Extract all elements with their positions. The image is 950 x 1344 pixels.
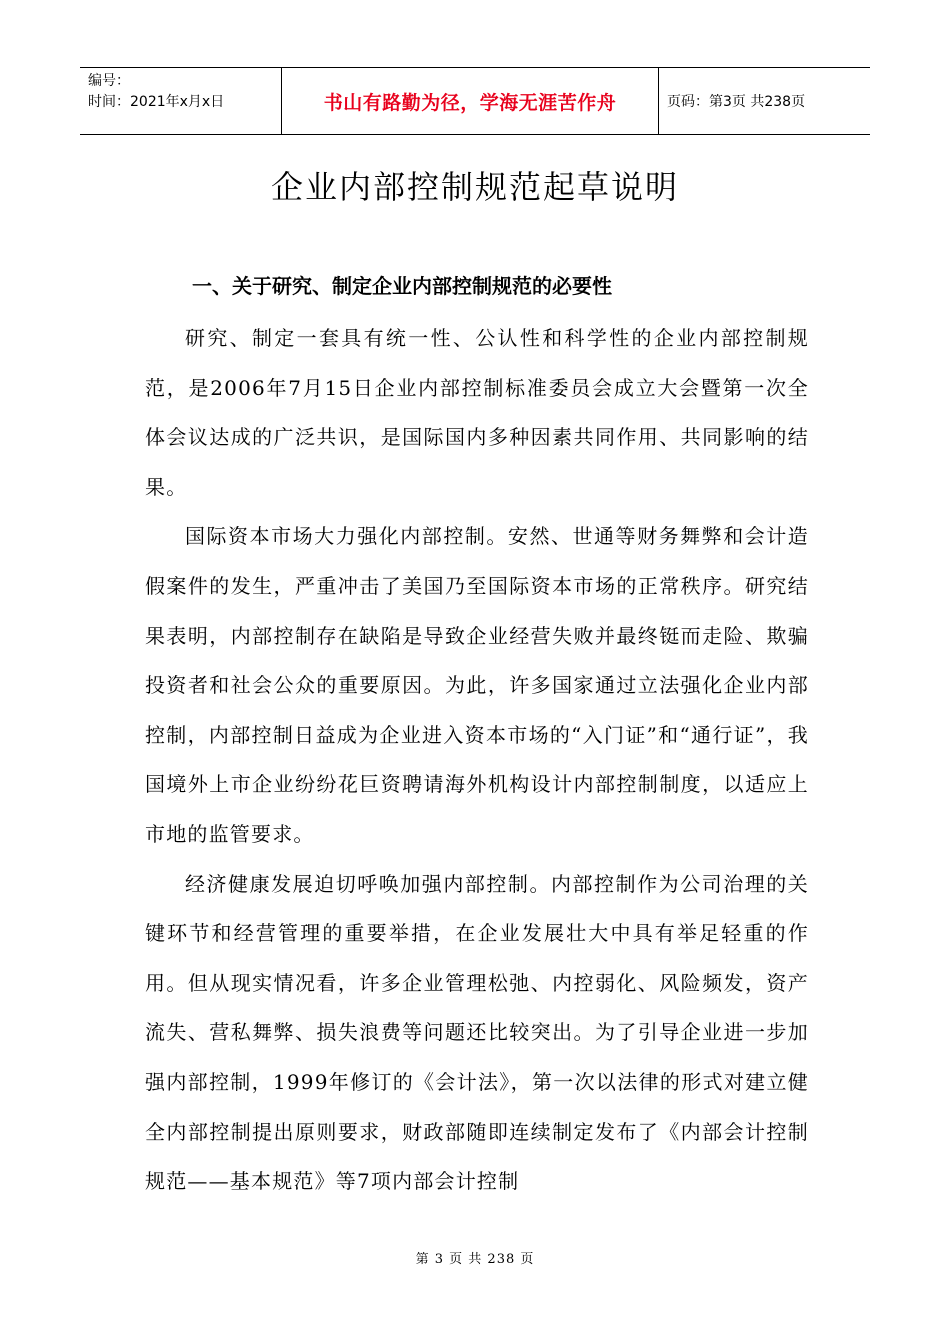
header-motto-cell <box>282 68 659 134</box>
header-motto: 书山有路勤为径，学海无涯苦作舟 <box>323 91 617 114</box>
document-number-label: 编号： <box>88 73 130 89</box>
body-paragraph: 研究、制定一套具有统一性、公认性和科学性的企业内部控制规范，是2006年7月15日企业内部控制标准委员会成立大会暨第一次全体会议达成的广泛共识，是国际国内多种因素共同作用、共同影响的结果。 <box>145 326 809 499</box>
section-heading: 一、关于研究、制定企业内部控制规范的必要性 <box>192 274 612 298</box>
page-header <box>80 67 870 135</box>
body-paragraph: 国际资本市场大力强化内部控制。安然、世通等财务舞弊和会计造假案件的发生，严重冲击了美国乃至国际资本市场的正常秩序。研究结果表明，内部控制存在缺陷是导致企业经营失败并最终铤而走险、欺骗投资者和社会公众的重要原因。为此，许多国家通过立法强化企业内部控制，内部控制日益成为企业进入资本市场的“入门证”和“通行证”，我国境外上市企业纷纷花巨资聘请海外机构设计内部控制制度，以适应上市地的监管要求。 <box>145 524 809 846</box>
page-footer: 第 3 页 共 238 页 <box>415 1252 535 1267</box>
document-date-label: 时间：2021年x月x日 <box>88 94 225 110</box>
body-paragraph: 经济健康发展迫切呼唤加强内部控制。内部控制作为公司治理的关键环节和经营管理的重要举措，在企业发展壮大中具有举足轻重的作用。但从现实情况看，许多企业管理松弛、内控弱化、风险频发，资产流失、营私舞弊、损失浪费等问题还比较突出。为了引导企业进一步加强内部控制，1999年修订的《会计法》，第一次以法律的形式对建立健全内部控制提出原则要求，财政部随即连续制定发布了《内部会计控制规范——基本规范》等7项内部会计控制 <box>145 871 809 1194</box>
header-meta-cell <box>80 68 282 134</box>
header-page-cell <box>659 68 870 134</box>
document-title: 企业内部控制规范起草说明 <box>270 168 679 206</box>
document-body <box>145 314 809 1207</box>
header-page-number: 页码：第3页 共238页 <box>667 94 806 110</box>
